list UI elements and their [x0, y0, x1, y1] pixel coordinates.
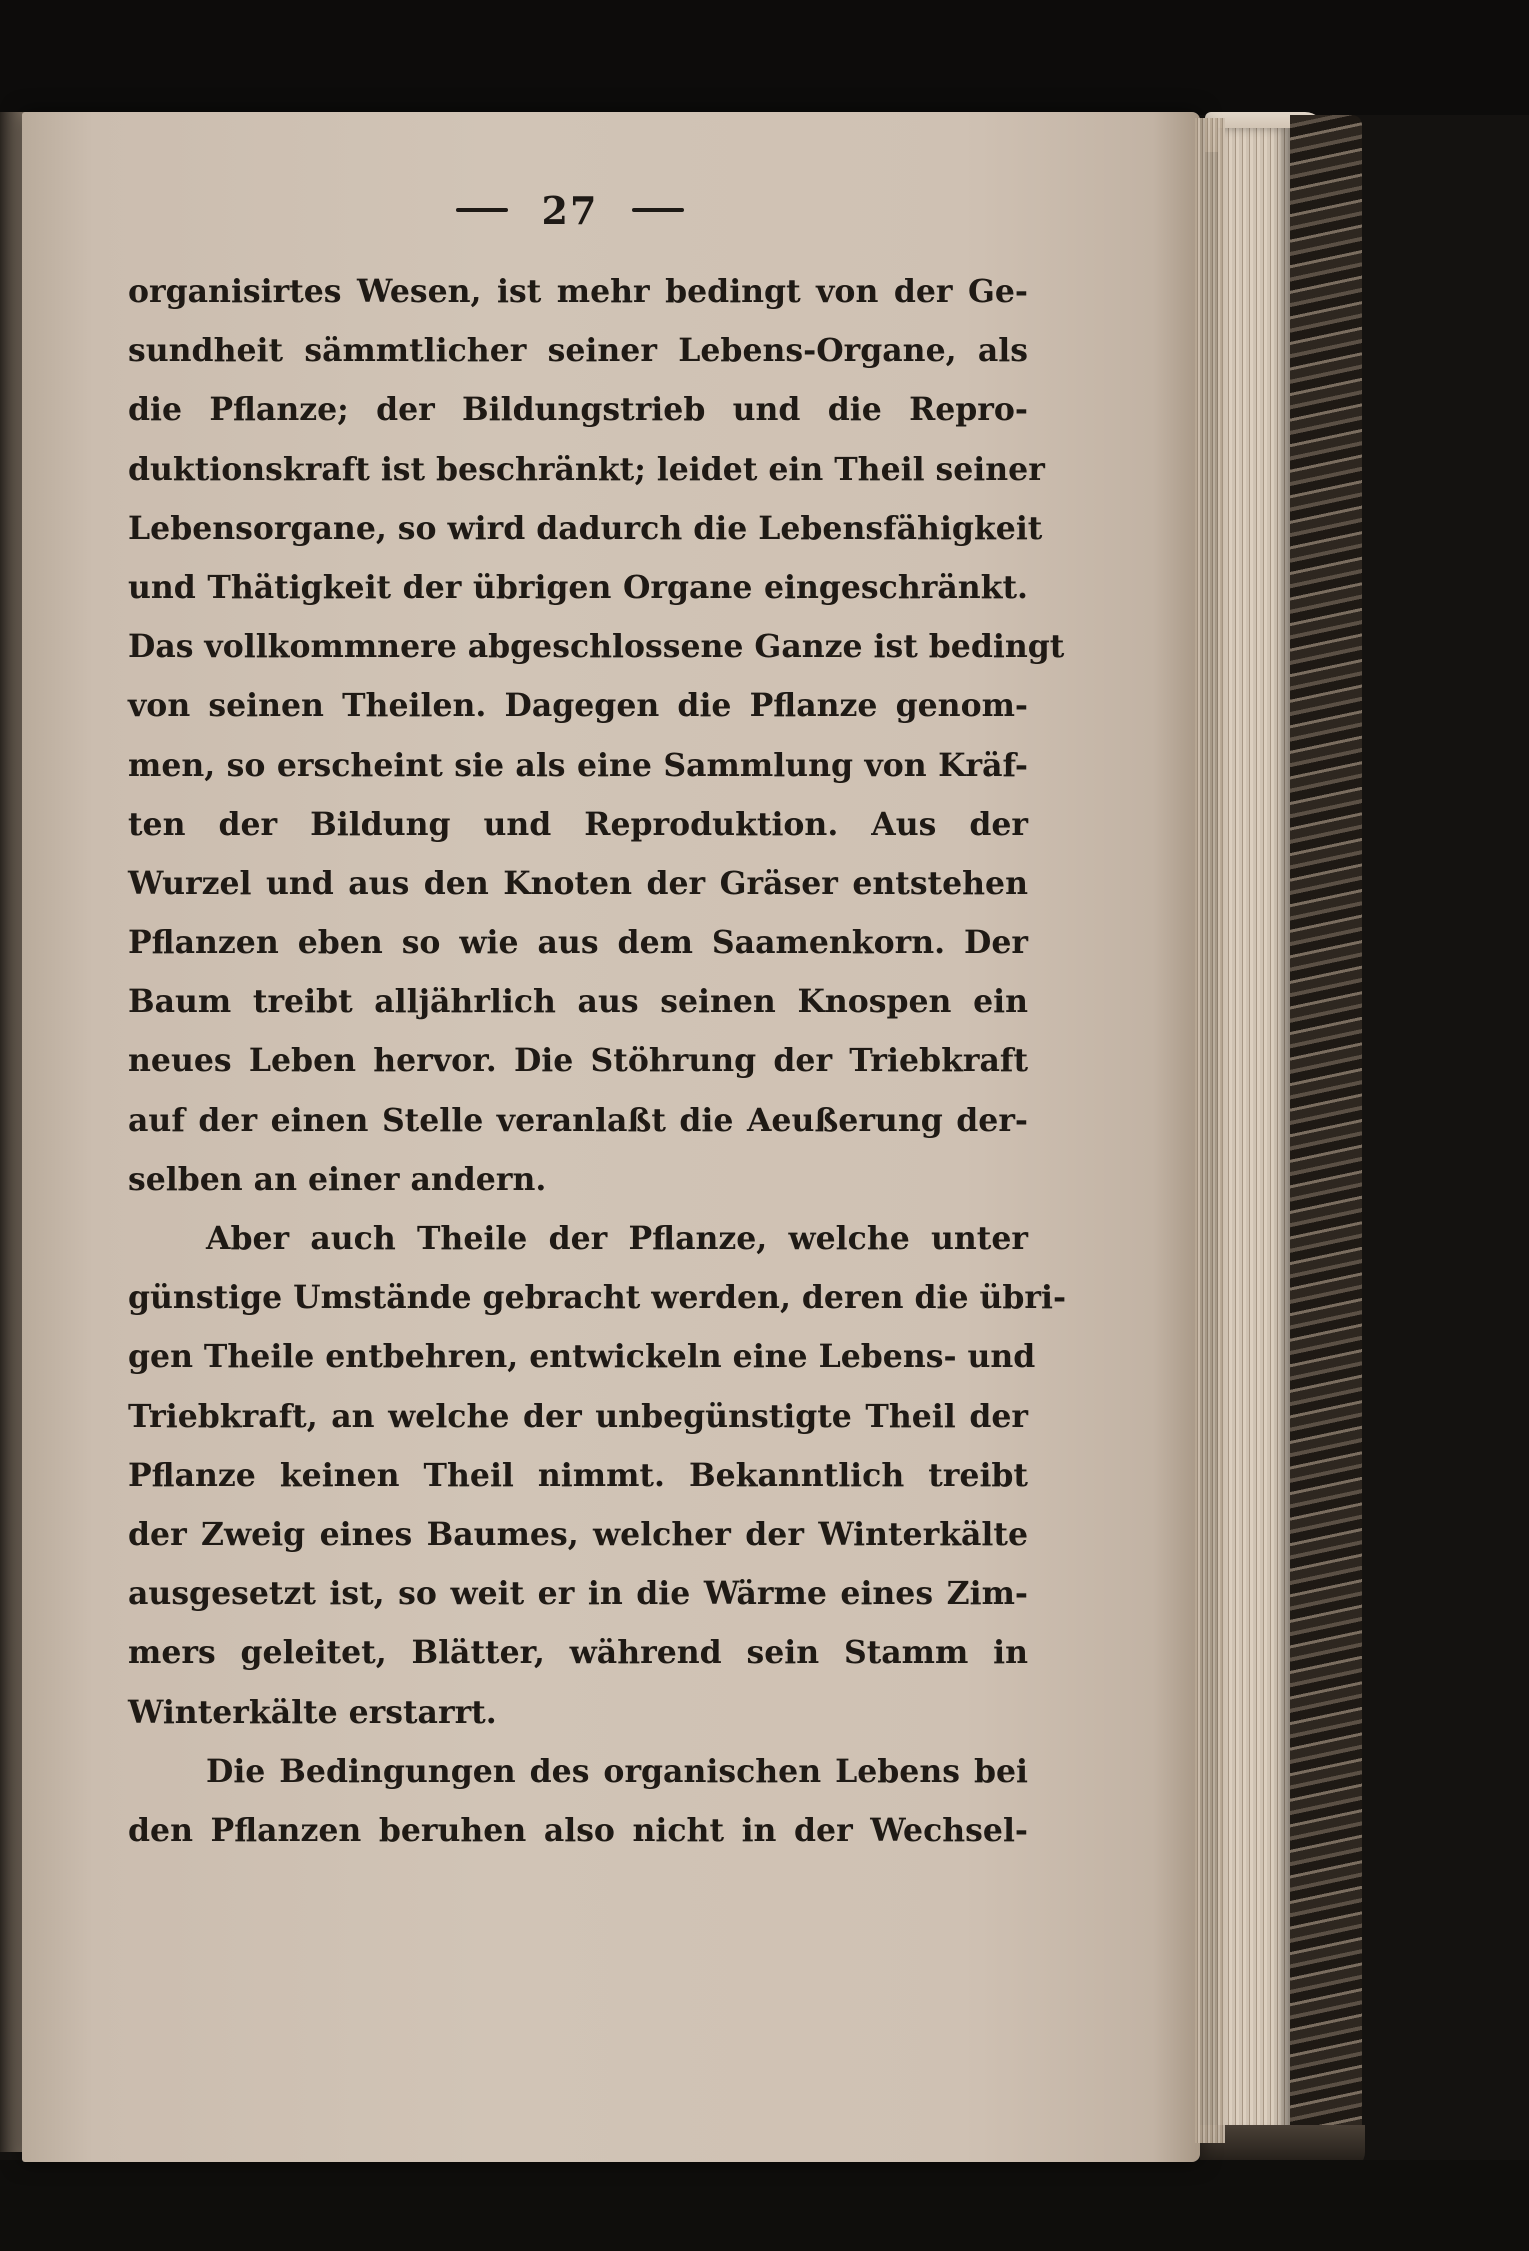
book-fore-edge [1218, 128, 1290, 2133]
text-line: den Pflanzen beruhen also nicht in der Wechsel- [128, 1811, 1028, 1849]
text-line: Aber auch Theile der Pflanze, welche unter [206, 1220, 1028, 1257]
text-line: Pflanzen eben so wie aus dem Saamenkorn. Der [128, 924, 1028, 962]
page-number: 27 [541, 187, 599, 233]
text-line: organisirtes Wesen, ist mehr bedingt von der Ge- [128, 273, 1028, 310]
text-line: neues Leben hervor. Die Stöhrung der Triebkraft [128, 1042, 1028, 1080]
text-line: die Pflanze; der Bildungstrieb und die Repro- [128, 391, 1028, 429]
body-text [128, 262, 1067, 1860]
text-line: ausgesetzt ist, so weit er in die Wärme eines Zim- [128, 1575, 1028, 1613]
text-line: Baum treibt alljährlich aus seinen Knospen ein [128, 983, 1028, 1021]
text-line: Die Bedingungen des organischen Lebens bei [206, 1752, 1028, 1790]
text-line: sundheit sämmtlicher seiner Lebens-Organe, als [128, 332, 1028, 370]
text-line: Lebensorgane, so wird dadurch die Lebensfähigkeit [128, 509, 1043, 547]
text-line: Pflanze keinen Theil nimmt. Bekanntlich treibt [128, 1456, 1028, 1494]
page-stack-edge [1195, 118, 1225, 2143]
page-header [420, 180, 720, 240]
header-dash-right [632, 208, 684, 212]
text-line: ten der Bildung und Reproduktion. Aus der [128, 805, 1028, 843]
scan-background-top [0, 0, 1529, 115]
text-line: men, so erscheint sie als eine Sammlung von Kräf- [128, 746, 1028, 784]
text-line: auf der einen Stelle veranlaßt die Aeußerung der- [128, 1101, 1028, 1139]
text-line: Das vollkommnere abgeschlossene Ganze ist bedingt [128, 628, 1065, 666]
text-line: von seinen Theilen. Dagegen die Pflanze genom- [128, 687, 1028, 725]
text-line: selben an einer andern. [128, 1160, 547, 1198]
book-cover-edge [1290, 115, 1362, 2160]
text-line: Winterkälte erstarrt. [128, 1693, 497, 1731]
text-line: und Thätigkeit der übrigen Organe eingeschränkt. [128, 568, 1028, 606]
text-line: der Zweig eines Baumes, welcher der Winterkälte [128, 1515, 1028, 1553]
text-line: Triebkraft, an welche der unbegünstigte Theil der [128, 1397, 1028, 1435]
scan-background-bottom [0, 2160, 1529, 2251]
text-line: duktionskraft ist beschränkt; leidet ein Theil seiner [128, 450, 1045, 488]
text-line: gen Theile entbehren, entwickeln eine Lebens- und [128, 1338, 1036, 1376]
text-line: günstige Umstände gebracht werden, deren die übri- [128, 1279, 1067, 1317]
text-line: mers geleitet, Blätter, während sein Stamm in [128, 1634, 1028, 1672]
header-dash-left [456, 208, 508, 212]
text-line: Wurzel und aus den Knoten der Gräser entstehen [128, 864, 1028, 902]
